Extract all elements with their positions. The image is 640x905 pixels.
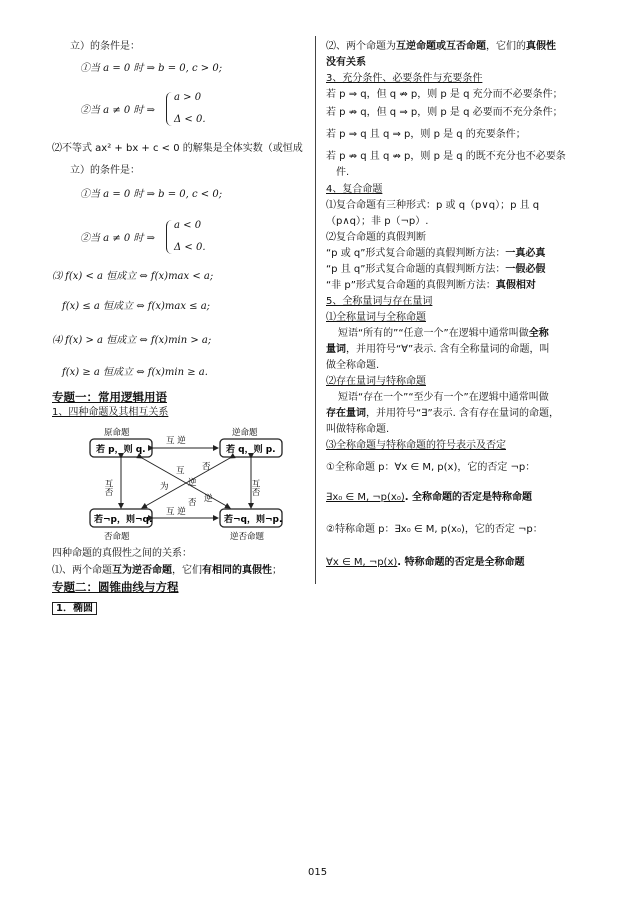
text-line: 短语“所有的”“任意一个”在逻辑中通常叫做全称 — [338, 328, 549, 339]
topic-heading: 专题二：圆锥曲线与方程 — [52, 580, 179, 594]
formula-line: ①全称命题 p：∀x ∈ M, p(x)，它的否定 ¬p： — [326, 462, 536, 473]
formula-line: a < 0 — [174, 220, 202, 231]
formula-line: Δ < 0. — [174, 114, 206, 125]
contrapositive-statement: 若¬q，则¬p. — [224, 515, 283, 525]
text-line: 没有关系 — [326, 57, 366, 68]
text-line: 做全称命题. — [326, 360, 380, 371]
text-line: 立）的条件是： — [70, 165, 140, 176]
text-line: ⑴、两个命题互为逆否命题，它们有相同的真假性； — [52, 565, 282, 576]
subsection-heading: 4、复合命题 — [326, 184, 383, 195]
page-number: 015 — [308, 867, 328, 878]
text-line: ⑵不等式 ax² + bx + c < 0 的解集是全体实数（或恒成 — [52, 143, 303, 154]
subsection-heading: ⑵存在量词与特称命题 — [326, 376, 426, 387]
formula-line: a > 0 — [174, 92, 202, 103]
original-statement: 若 p，则 q. — [96, 445, 146, 455]
subsection-heading: 3、充分条件、必要条件与充要条件 — [326, 73, 483, 84]
text-line: “p 或 q”形式复合命题的真假判断方法：一真必真 — [326, 248, 546, 259]
text-line: 若 p ⇒ q 且 q ⇒ p，则 p 是 q 的充要条件； — [326, 129, 526, 140]
diagonal-label: 为 — [160, 482, 169, 492]
text-line: 若 p ⇏ q 且 q ⇏ p，则 p 是 q 的既不充分也不必要条 — [326, 151, 566, 162]
topic-heading: 专题一：常用逻辑用语 — [52, 390, 167, 404]
text-line: 存在量词，并用符号“∃”表示. 含有存在量词的命题， — [326, 408, 560, 419]
formula-line: ②当 a ≠ 0 时 ⇒ — [80, 233, 155, 244]
text-line: “p 且 q”形式复合命题的真假判断方法：一假必假 — [326, 264, 546, 275]
diagonal-label: 互 — [176, 466, 185, 476]
text-line: 四种命题的真假性之间的关系： — [52, 548, 192, 559]
converse-statement: 若 q，则 p. — [226, 445, 276, 455]
subsection-heading: 5、全称量词与存在量词 — [326, 296, 433, 307]
text-line: ⑵、两个命题为互逆命题或互否命题，它们的真假性 — [326, 41, 556, 52]
formula-line: ①当 a = 0 时 ⇒ b = 0, c < 0; — [80, 189, 223, 200]
formula-line: ∃x₀ ∈ M, ¬p(x₀). 全称命题的否定是特称命题 — [326, 492, 533, 503]
diagram-right-label: 互否 — [250, 479, 260, 496]
text-line: 立）的条件是： — [70, 41, 140, 52]
formula-line: ②当 a ≠ 0 时 ⇒ — [80, 105, 155, 116]
negation-statement: 若¬p，则¬q. — [94, 515, 153, 525]
diagram-label-original: 原命题 — [104, 428, 130, 438]
brace — [166, 92, 172, 126]
diagram-pair-bottom: 互 逆 — [166, 507, 186, 517]
text-line: “非 p”形式复合命题的真假判断方法：真假相对 — [326, 280, 536, 291]
subsection-heading: 1．椭圆 — [52, 602, 97, 616]
diagonal-label: 否 — [188, 498, 197, 508]
diagram-left-label: 互否 — [103, 479, 113, 496]
diagonal-label: 逆 — [204, 494, 213, 504]
text-line: 叫做特称命题. — [326, 424, 390, 435]
column-divider — [315, 36, 316, 584]
proposition-relation-diagram — [80, 423, 295, 543]
formula-line: ⑶ f(x) < a 恒成立 ⇔ f(x)max < a; — [52, 271, 214, 282]
formula-line: f(x) ≥ a 恒成立 ⇔ f(x)min ≥ a. — [62, 367, 208, 378]
formula-line: ∀x ∈ M, ¬p(x). 特称命题的否定是全称命题 — [326, 557, 525, 568]
diagram-label-negation: 否命题 — [104, 532, 130, 542]
subsection-heading: ⑶全称命题与特称命题的符号表示及否定 — [326, 440, 506, 451]
text-line: ⑴复合命题有三种形式：p 或 q（p∨q）；p 且 q — [326, 200, 540, 211]
text-line: 短语“存在一个”“至少有一个”在逻辑中通常叫做 — [338, 392, 549, 403]
text-line: 件. — [336, 167, 350, 178]
formula-line: f(x) ≤ a 恒成立 ⇔ f(x)max ≤ a; — [62, 301, 211, 312]
diagonal-label: 否 — [202, 462, 211, 472]
formula-line: Δ < 0. — [174, 242, 206, 253]
text-line: 量词，并用符号“∀”表示. 含有全称量词的命题，叫 — [326, 344, 550, 355]
subsection-heading: 1、四种命题及其相互关系 — [52, 407, 169, 418]
text-line: 若 p ⇏ q，但 q ⇒ p，则 p 是 q 必要而不充分条件； — [326, 107, 563, 118]
diagonal-label: 逆 — [188, 478, 197, 488]
text-line: ⑵复合命题的真假判断 — [326, 232, 426, 243]
text-line: （p∧q）；非 p（¬p）. — [326, 216, 429, 227]
formula-line: ②特称命题 p：∃x₀ ∈ M, p(x₀)，它的否定 ¬p： — [326, 524, 543, 535]
formula-line: ⑷ f(x) > a 恒成立 ⇔ f(x)min > a; — [52, 335, 212, 346]
diagram-pair-top: 互 逆 — [166, 436, 186, 446]
diagram-label-contrapositive: 逆否命题 — [230, 532, 265, 542]
formula-line: ①当 a = 0 时 ⇒ b = 0, c > 0; — [80, 63, 223, 74]
brace — [166, 220, 172, 254]
diagram-label-converse: 逆命题 — [232, 428, 258, 438]
subsection-heading: ⑴全称量词与全称命题 — [326, 312, 426, 323]
text-line: 若 p ⇒ q，但 q ⇏ p，则 p 是 q 充分而不必要条件； — [326, 89, 563, 100]
